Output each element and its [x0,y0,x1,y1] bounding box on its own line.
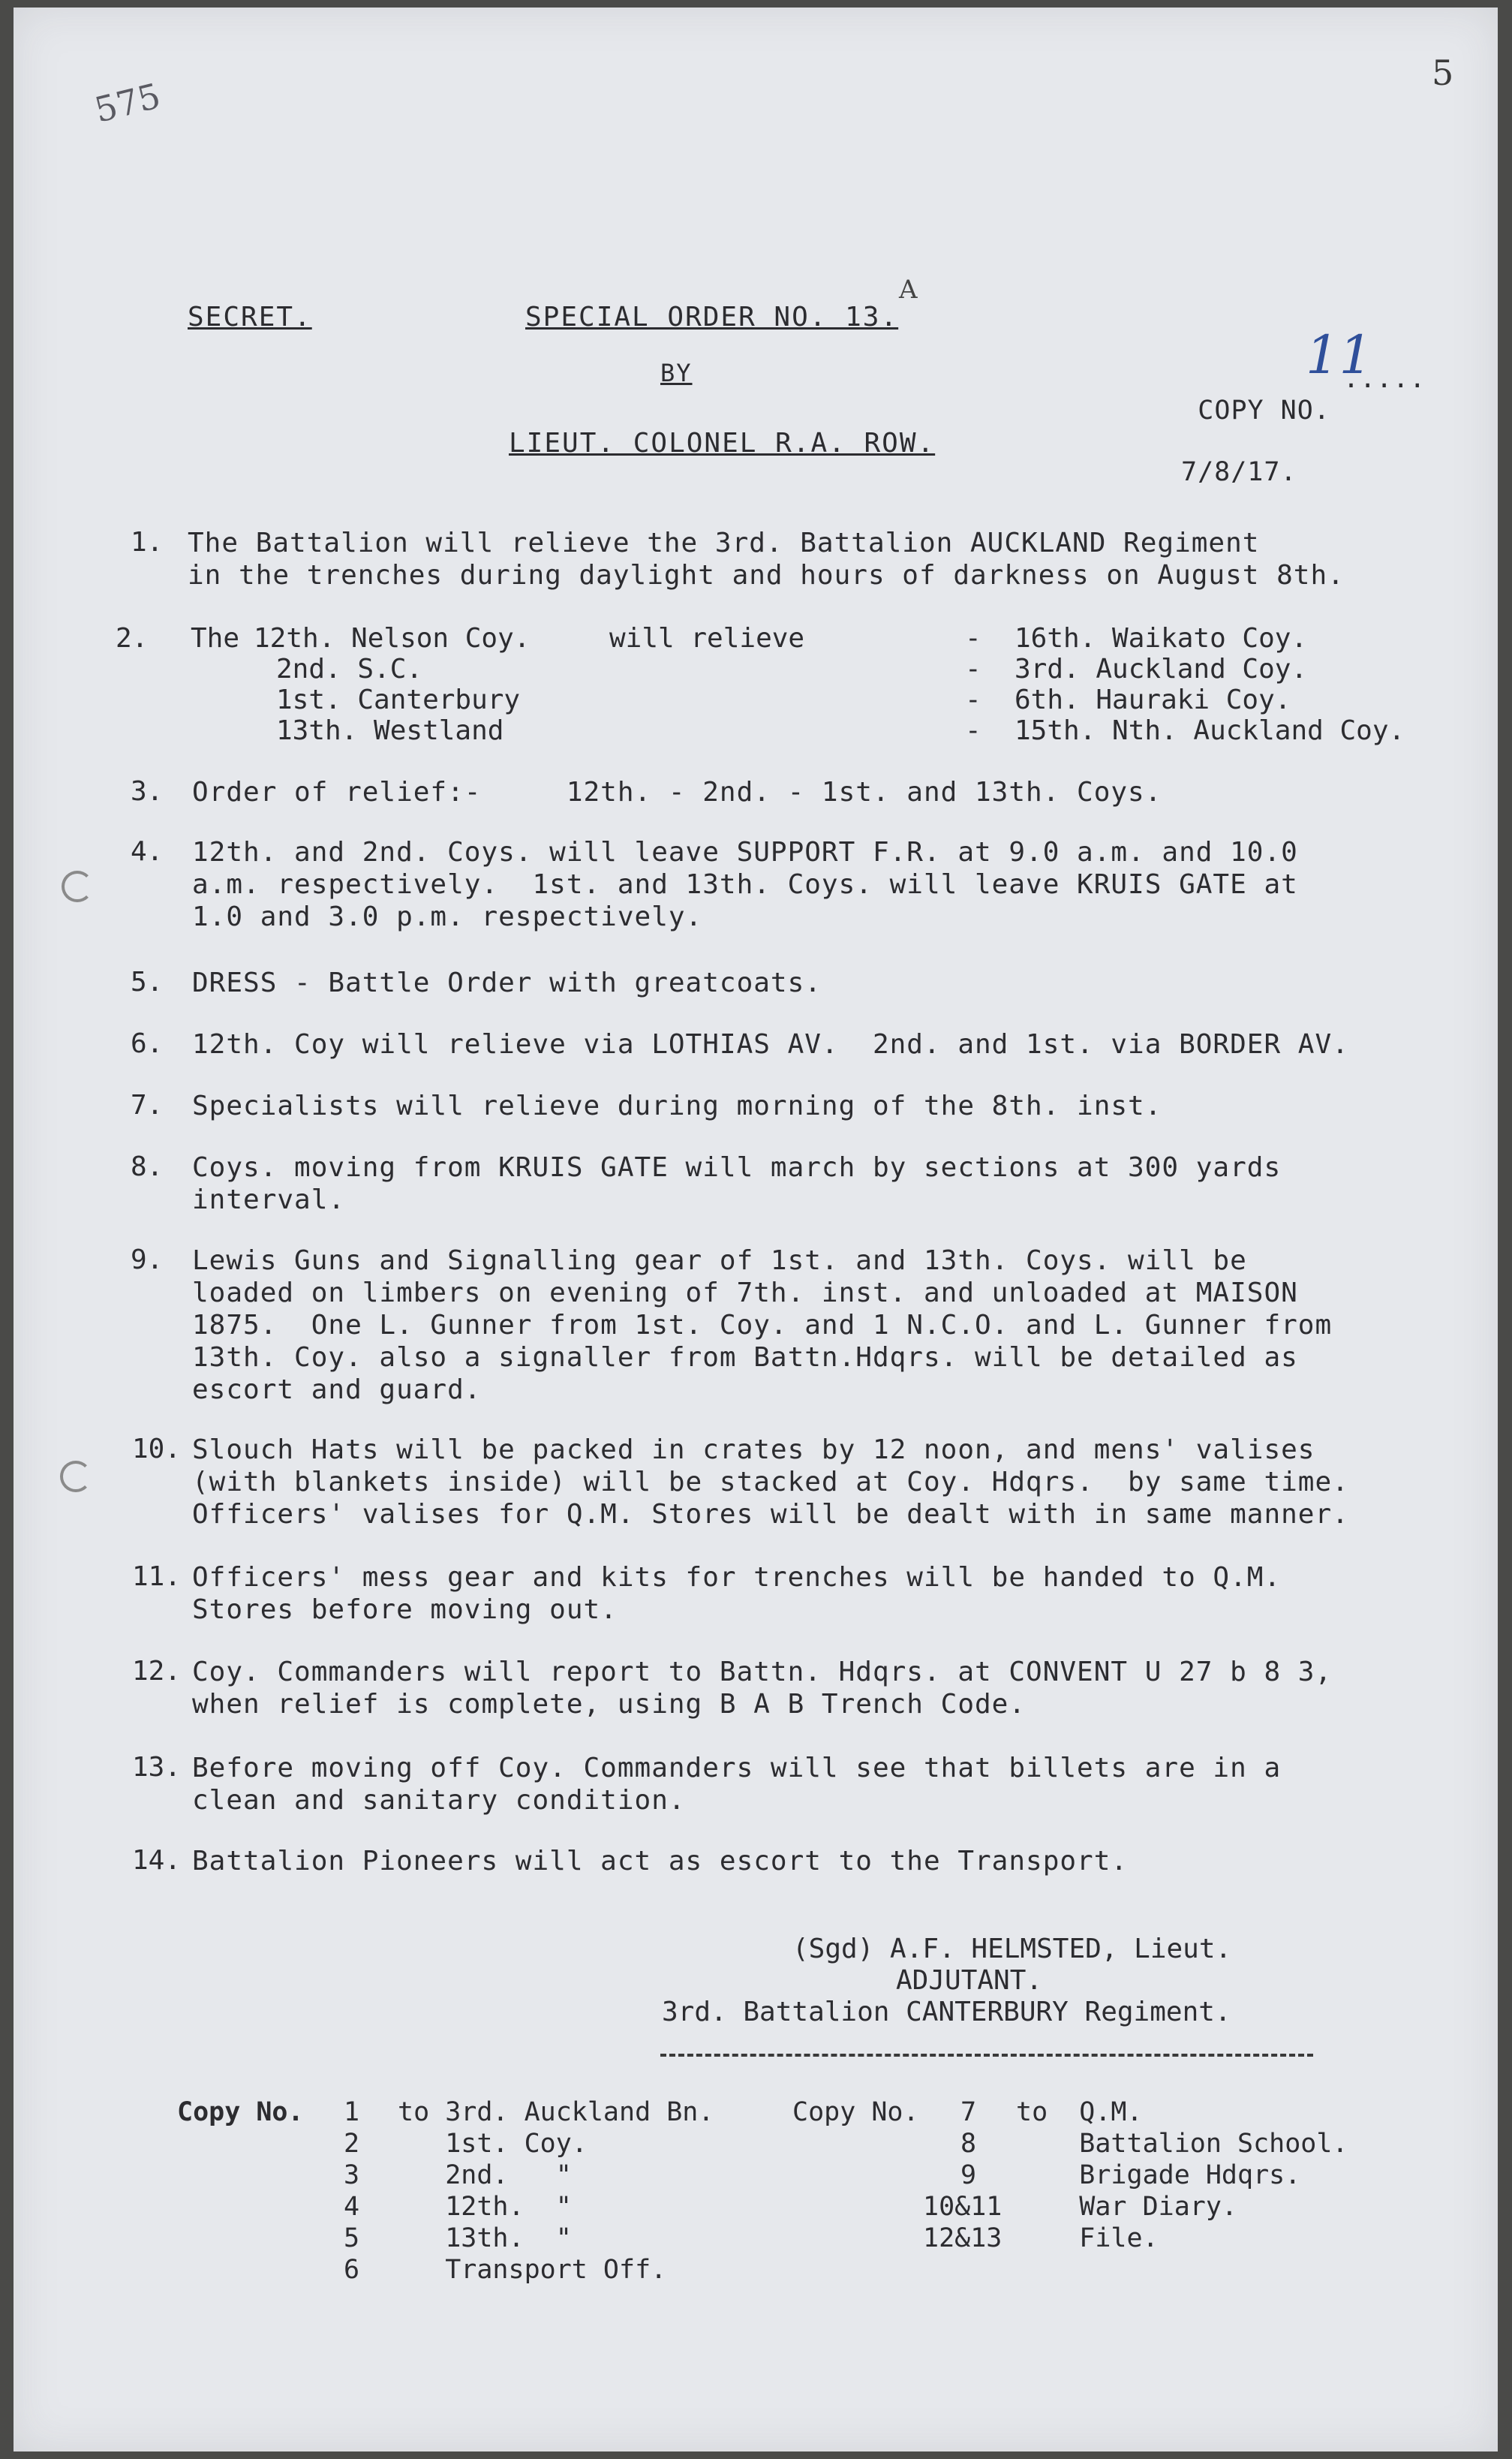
copy-number-handwritten: 11 [1306,324,1373,386]
copy-recipient: 2nd. " [398,2160,572,2190]
copy-recipient: 13th. " [398,2223,572,2253]
paragraph-line: Slouch Hats will be packed in crates by 12 noon, and mens' valises [192,1434,1315,1465]
relief-from-unit: 12th. Nelson Coy. [254,623,531,654]
paragraph-text [192,1752,1281,1816]
paragraph-text [192,1151,1281,1216]
relief-dash: - [965,654,981,685]
copy-number: 8 [960,2129,977,2159]
paragraph-number: 9. [131,1245,164,1275]
paragraph-line: 1875. One L. Gunner from 1st. Coy. and 1 N.C.O. and L. Gunner from [192,1310,1333,1341]
paragraph-line: in the trenches during daylight and hours of darkness on August 8th. [188,560,1345,591]
paragraph-line: interval. [192,1184,346,1215]
copy-recipient: 12th. " [398,2192,572,2222]
paragraph-line: a.m. respectively. 1st. and 13th. Coys. will leave KRUIS GATE at [192,869,1298,900]
copy-recipient: Battalion School. [1016,2129,1348,2159]
divider [660,2054,1313,2057]
paragraph-number: 5. [131,967,164,998]
paragraph-line: clean and sanitary condition. [192,1785,686,1816]
copy-label-right: Copy No. [792,2097,919,2127]
paragraph-number: 13. [132,1752,182,1783]
relief-from-unit: 13th. Westland [276,715,504,746]
copy-recipient: Transport Off. [398,2255,667,2285]
relief-dash: - [965,715,981,746]
paragraph-number: 10. [132,1434,182,1464]
paragraph-text [192,836,1298,933]
paragraph-text [192,1434,1349,1530]
paragraph-number: 12. [132,1656,182,1687]
paragraph-line: (with blankets inside) will be stacked at Coy. Hdqrs. by same time. [192,1467,1349,1497]
paragraph-number: 1. [131,527,164,558]
copy-number-label [1132,363,1330,458]
document-page [14,8,1498,2451]
copy-number: 10&11 [923,2192,1002,2222]
relief-to-unit: 15th. Nth. Auckland Coy. [1015,715,1405,746]
paragraph-line: 13th. Coy. also a signaller from Battn.Hdqrs. will be detailed as [192,1342,1298,1373]
paragraph-line: Officers' valises for Q.M. Stores will be dealt with in same manner. [192,1499,1349,1530]
paragraph-line: DRESS - Battle Order with greatcoats. [192,968,822,998]
paragraph-line: Before moving off Coy. Commanders will see that billets are in a [192,1753,1282,1783]
order-suffix-handwritten: A [899,275,918,305]
copy-number: 5 [344,2223,360,2253]
paragraph-line: Stores before moving out. [192,1594,618,1625]
relief-to-unit: 16th. Waikato Coy. [1015,623,1308,654]
copy-number: 4 [344,2192,360,2222]
signature-line-2: ADJUTANT. [896,1965,1043,1996]
paragraph-number: 6. [131,1028,164,1059]
relief-verb: will relieve [609,623,805,654]
copy-recipient: Brigade Hdqrs. [1016,2160,1301,2190]
copy-recipient: to 3rd. Auckland Bn. [398,2097,714,2127]
paragraph-line: when relief is complete, using B A B Trench Code. [192,1689,1027,1720]
paragraph-number: 11. [132,1561,182,1592]
paragraph-line: Order of relief:- 12th. - 2nd. - 1st. and 13th. Coys. [192,777,1162,808]
copy-number: 7 [960,2097,977,2127]
signature-line-1: (Sgd) A.F. HELMSTED, Lieut. [792,1934,1232,1964]
relief-dash: - [965,623,981,654]
paragraph-text [192,776,1162,808]
paragraph-line: escort and guard. [192,1374,482,1405]
paragraph-number: 4. [131,836,164,867]
copy-label: COPY NO. [1198,396,1330,426]
copy-number: 3 [344,2160,360,2190]
paragraph-number: 3. [131,776,164,807]
order-date: 7/8/17. [1181,457,1297,487]
paragraph-text [192,967,822,999]
paragraph-text [192,1090,1162,1122]
paragraph-line: Officers' mess gear and kits for trenches will be handed to Q.M. [192,1562,1282,1593]
copy-recipient: 1st. Coy. [398,2129,588,2159]
relief-from-unit: 2nd. S.C. [276,654,423,685]
copy-number: 1 [344,2097,360,2127]
paragraph-number: 2. [116,623,149,654]
paragraph-text [192,1028,1349,1061]
page-number: 5 [1432,53,1454,93]
relief-to-unit: 3rd. Auckland Coy. [1015,654,1308,685]
paragraph-line: 12th. Coy will relieve via LOTHIAS AV. 2nd. and 1st. via BORDER AV. [192,1029,1349,1060]
paragraph-line: 1.0 and 3.0 p.m. respectively. [192,901,703,932]
punch-hole [60,1461,92,1492]
relief-to-unit: 6th. Hauraki Coy. [1015,685,1291,715]
order-by: BY [660,359,693,387]
paragraph-line: 12th. and 2nd. Coys. will leave SUPPORT F.R. at 9.0 a.m. and 10.0 [192,837,1298,868]
paragraph-text [192,1656,1332,1720]
paragraph-number: 7. [131,1090,164,1121]
relief-lead: The [191,623,240,654]
copy-recipient: File. [1016,2223,1159,2253]
distribution-label: Copy No. [177,2097,304,2127]
copy-recipient: War Diary. [1016,2192,1238,2222]
issuer: LIEUT. COLONEL R.A. ROW. [509,428,936,459]
copy-number: 2 [344,2129,360,2159]
paragraph-line: Specialists will relieve during morning of the 8th. inst. [192,1091,1162,1121]
paragraph-line: loaded on limbers on evening of 7th. inst. and unloaded at MAISON [192,1278,1298,1308]
copy-number-dots: ..... [1343,364,1426,394]
paragraph-text [192,1561,1281,1626]
copy-recipient: to Q.M. [1016,2097,1143,2127]
copy-number: 9 [960,2160,977,2190]
order-title: SPECIAL ORDER NO. 13. [525,302,899,333]
relief-dash: - [965,685,981,715]
signature-line-3: 3rd. Battalion CANTERBURY Regiment. [662,1997,1231,2027]
copy-number: 6 [344,2255,360,2285]
paragraph-line: Battalion Pioneers will act as escort to the Transport. [192,1846,1129,1877]
punch-hole [62,871,93,902]
paragraph-line: The Battalion will relieve the 3rd. Battalion AUCKLAND Regiment [188,528,1260,558]
classification-heading: SECRET. [188,302,312,333]
paragraph-line: Lewis Guns and Signalling gear of 1st. and 13th. Coys. will be [192,1245,1247,1276]
paragraph-line: Coys. moving from KRUIS GATE will march by sections at 300 yards [192,1152,1282,1183]
paragraph-line: Coy. Commanders will report to Battn. Hdqrs. at CONVENT U 27 b 8 3, [192,1657,1333,1687]
paragraph-number: 8. [131,1151,164,1182]
paragraph-text [192,1845,1128,1877]
paragraph-text [192,1245,1332,1406]
relief-from-unit: 1st. Canterbury [276,685,521,715]
paragraph-text [188,527,1345,591]
copy-number: 12&13 [923,2223,1002,2253]
paragraph-number: 14. [132,1845,182,1876]
pencil-reference-number: 575 [90,75,165,131]
